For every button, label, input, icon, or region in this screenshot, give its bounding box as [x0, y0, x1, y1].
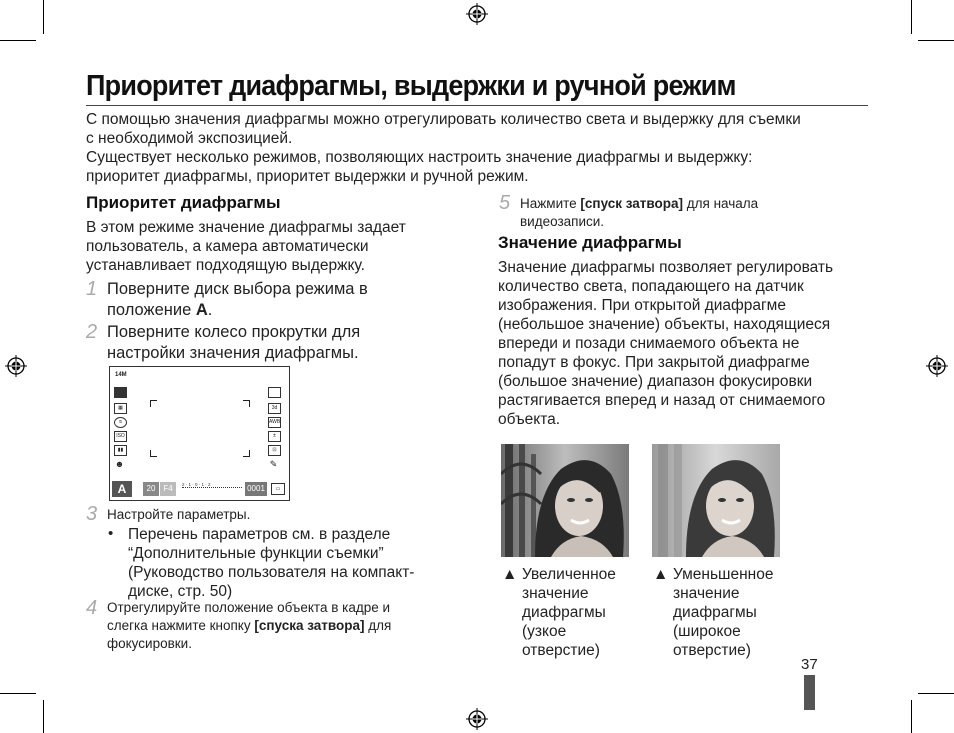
- crop-mark: [911, 700, 912, 733]
- step-bold: A: [195, 301, 208, 319]
- step-line: Отрегулируйте положение объекта в кадре и: [107, 600, 391, 615]
- flash-off-icon: ⦸: [114, 417, 127, 428]
- af-frame-corner: [150, 400, 157, 407]
- step-number: 2: [86, 321, 98, 343]
- aperture-value-a: 20: [143, 482, 159, 496]
- body-line: В этом режиме значение диафрагмы задает: [86, 219, 406, 236]
- ev-icon: ±: [268, 431, 281, 442]
- shutter-button-label: [спуска затвора]: [254, 618, 365, 633]
- page-tab-marker: [804, 675, 815, 710]
- body-line: объекта.: [498, 411, 561, 428]
- awb-icon: AWB: [268, 417, 281, 428]
- effects-icon: ✎: [269, 459, 278, 469]
- section-heading: Значение диафрагмы: [498, 233, 682, 252]
- body-line: изображения. При открытой диафрагме: [498, 297, 786, 314]
- crop-mark: [911, 0, 912, 34]
- step-number: 1: [86, 278, 98, 300]
- step-fragment: слегка нажмите кнопку: [107, 618, 255, 633]
- step-line: [107, 617, 447, 635]
- page-number: 37: [801, 656, 818, 673]
- registration-mark-icon: [466, 708, 488, 730]
- caption-line: Увеличенное: [522, 566, 616, 583]
- step-number: 4: [86, 597, 98, 619]
- caption-line: отверстие): [673, 642, 751, 659]
- section-body: [498, 258, 878, 429]
- card-icon: ▭: [271, 483, 285, 495]
- step-text: [107, 322, 427, 364]
- lcd-status-bar: [110, 480, 289, 500]
- step-line: [520, 195, 860, 213]
- section-heading: Приоритет диафрагмы: [86, 193, 281, 212]
- bullet-line: диске, стр. 50): [128, 583, 233, 600]
- crop-mark: [918, 693, 954, 694]
- crop-mark: [43, 700, 44, 733]
- frame-icon: [268, 387, 281, 398]
- caption-line: значение: [522, 585, 589, 602]
- triangle-up-icon: ▲: [502, 566, 518, 583]
- body-line: впереди и позади снимаемого объекта не: [498, 335, 800, 352]
- crop-mark: [43, 0, 44, 34]
- step-line: настройки значения диафрагмы.: [107, 344, 359, 362]
- mode-badge: A: [112, 481, 132, 497]
- intro-line: с необходимой экспозицией.: [86, 130, 293, 147]
- body-line: Значение диафрагмы позволяет регулировать: [498, 259, 834, 276]
- section-body: [86, 218, 456, 275]
- step-number: 5: [499, 192, 511, 214]
- af-frame-corner: [150, 450, 157, 457]
- grid-icon: ▦: [114, 403, 127, 414]
- photo-caption: [502, 565, 642, 660]
- bullet-line: Перечень параметров см. в разделе: [128, 526, 391, 543]
- registration-mark-icon: [5, 355, 27, 377]
- registration-mark-icon: [926, 355, 948, 377]
- af-frame-corner: [243, 450, 250, 457]
- step-line: [107, 300, 427, 321]
- bullet-line: (Руководство пользователя на компакт-: [128, 564, 415, 581]
- crop-mark: [918, 40, 954, 41]
- caption-line: диафрагмы: [673, 604, 757, 621]
- bullet-marker: •: [108, 525, 114, 542]
- body-line: растягивается вперед и назад от снимаемого: [498, 392, 826, 409]
- battery-icon: ▮▮: [114, 445, 127, 456]
- bullet-text: [128, 525, 448, 601]
- iso-icon: ISO: [114, 431, 127, 442]
- step-text: [107, 279, 427, 321]
- step-line: фокусировки.: [107, 636, 192, 651]
- intro-line: приоритет диафрагмы, приоритет выдержки и ручной режим.: [86, 168, 529, 185]
- step-text: [107, 599, 447, 653]
- shutter-button-label: [спуск затвора]: [580, 196, 684, 211]
- shot-counter: 0001: [245, 482, 267, 496]
- body-line: пользователь, а камера автоматически: [86, 238, 369, 255]
- face-icon: ☻: [114, 459, 125, 469]
- size-icon: [114, 387, 127, 398]
- step-line: Поверните диск выбора режима в: [107, 280, 368, 298]
- step-fragment: положение: [107, 301, 196, 319]
- photo-small-aperture-value: [652, 444, 780, 557]
- body-line: (небольшое значение) объекты, находящиеся: [498, 316, 831, 333]
- page-title: Приоритет диафрагмы, выдержки и ручной режим: [86, 70, 736, 102]
- step-fragment: для начала: [683, 196, 759, 211]
- triangle-up-icon: ▲: [653, 566, 669, 583]
- metering-icon: ⊡: [268, 445, 281, 456]
- intro-line: Существует несколько режимов, позволяющих настроить значение диафрагмы и выдержку:: [86, 149, 753, 166]
- quality-icon: 3d: [268, 403, 281, 414]
- body-line: попадут в фокус. При закрытой диафрагме: [498, 354, 810, 371]
- crop-mark: [0, 693, 36, 694]
- caption-line: отверстие): [522, 642, 600, 659]
- af-frame-corner: [243, 400, 250, 407]
- body-line: (большое значение) диапазон фокусировки: [498, 373, 813, 390]
- intro-line: С помощью значения диафрагмы можно отрегулировать количество света и выдержку для съемки: [86, 111, 801, 128]
- step-text: Настройте параметры.: [107, 507, 251, 522]
- step-line: видеозаписи.: [520, 214, 605, 229]
- step-number: 3: [86, 503, 98, 525]
- step-fragment: для: [364, 618, 392, 633]
- crop-mark: [0, 40, 36, 41]
- step-fragment: Нажмите: [520, 196, 581, 211]
- step-fragment: .: [207, 301, 213, 319]
- exposure-scale: 2 · 1 · 0 · 1 · 2: [182, 482, 242, 488]
- caption-line: диафрагмы: [522, 604, 606, 621]
- bullet-line: “Дополнительные функции съемки”: [128, 545, 384, 562]
- camera-lcd-screen: [109, 366, 290, 501]
- title-divider: [86, 105, 868, 106]
- step-text: [520, 195, 860, 231]
- photo-large-aperture-value: [501, 444, 629, 557]
- body-line: количество света, попадающего на датчик: [498, 278, 804, 295]
- registration-mark-icon: [466, 3, 488, 25]
- caption-line: (узкое: [522, 623, 567, 640]
- aperture-value-b: F4: [160, 482, 176, 496]
- caption-line: (широкое: [673, 623, 741, 640]
- memory-icon: 14M: [115, 372, 127, 378]
- caption-line: значение: [673, 585, 740, 602]
- intro-paragraph: [86, 110, 886, 186]
- step-line: Поверните колесо прокрутки для: [107, 323, 361, 341]
- caption-line: Уменьшенное: [673, 566, 774, 583]
- photo-caption: [653, 565, 793, 660]
- body-line: устанавливает подходящую выдержку.: [86, 257, 365, 274]
